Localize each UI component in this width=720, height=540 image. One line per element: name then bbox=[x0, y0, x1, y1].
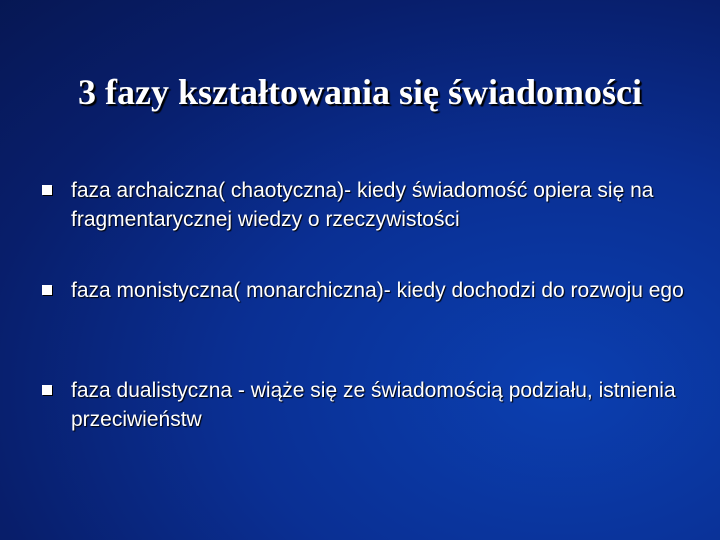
bullet-list bbox=[40, 176, 690, 476]
list-item bbox=[40, 176, 690, 246]
bullet-text: faza monistyczna( monarchiczna)- kiedy dochodzi do rozwoju ego bbox=[71, 279, 684, 302]
list-item bbox=[40, 276, 690, 346]
bullet-text: faza archaiczna( chaotyczna)- kiedy świadomość opiera się na fragmentarycznej wiedzy o rzeczywistości bbox=[71, 179, 654, 231]
slide-title: 3 fazy kształtowania się świadomości bbox=[78, 72, 642, 113]
list-item bbox=[40, 376, 690, 446]
square-bullet-icon bbox=[42, 285, 52, 295]
bullet-text: faza dualistyczna - wiąże się ze świadomością podziału, istnienia przeciwieństw bbox=[71, 379, 676, 431]
square-bullet-icon bbox=[42, 185, 52, 195]
square-bullet-icon bbox=[42, 385, 52, 395]
